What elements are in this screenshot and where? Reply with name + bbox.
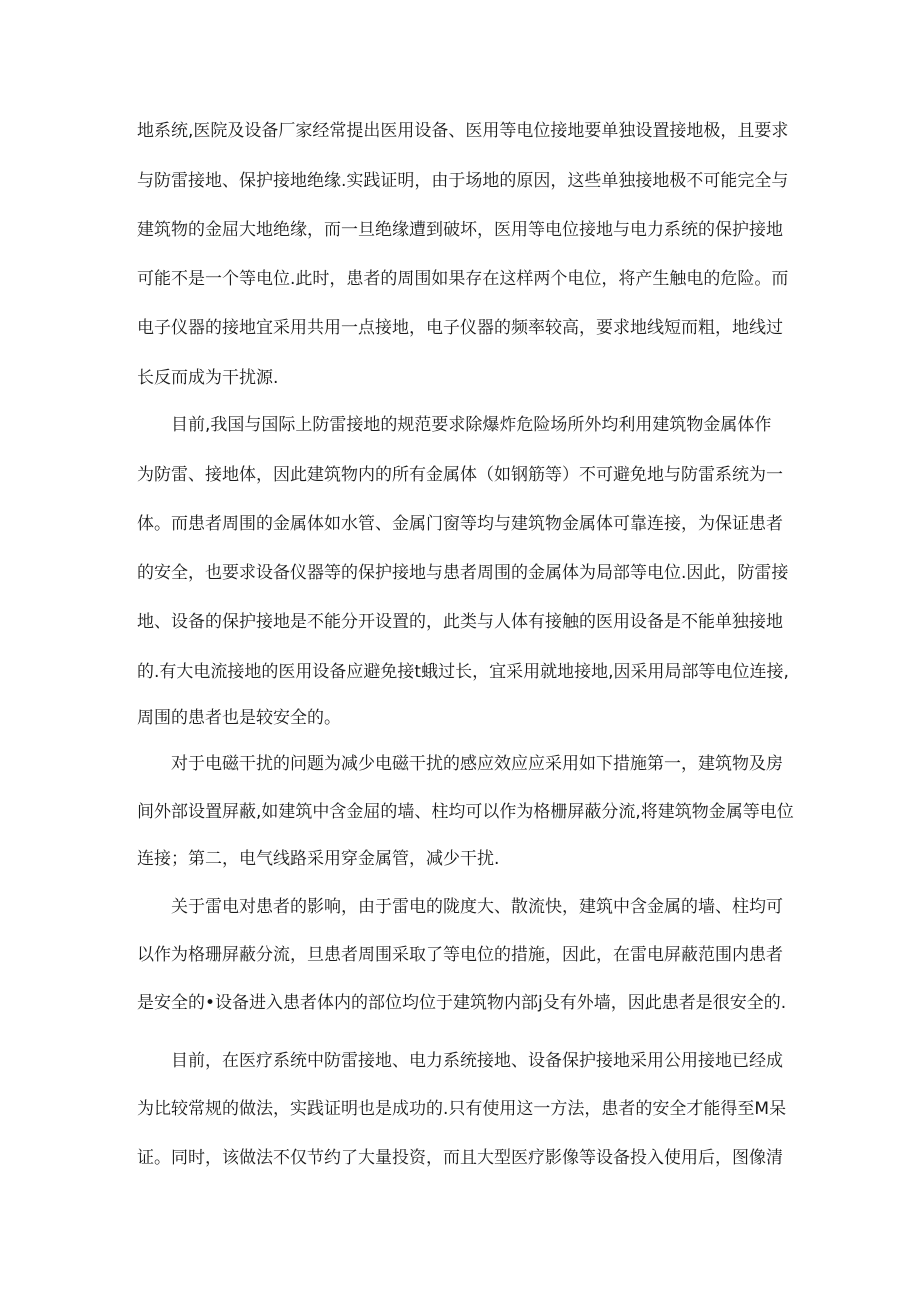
paragraph-4-line-2: 以作为格珊屏蔽分流，旦患者周围采取了等电位的措施，因此，在雷电屏蔽范围内患者	[137, 945, 783, 965]
paragraph-1-line-4: 可能不是一个等电位.此时，患者的周围如果存在这样两个电位，将产生触电的危险。而	[137, 269, 789, 289]
paragraph-2-line-1: 目前,我国与国际上防雷接地的规范要求除爆炸危险场所外均利用建筑物金属体作	[171, 415, 772, 435]
paragraph-2-line-7: 周围的患者也是较安全的。	[137, 708, 341, 728]
paragraph-1-line-3: 建筑物的金屈大地绝缘，而一旦绝缘遭到破坏，医用等电位接地与电力系统的保护接地	[137, 220, 783, 240]
paragraph-3-line-3: 连接；第二，电气线路采用穿金属管，减少干扰.	[137, 849, 500, 869]
paragraph-5-line-2: 为比较常规的做法，实践证明也是成功的.只有使用这一方法，患者的安全才能得至M呆	[137, 1099, 787, 1119]
paragraph-5-line-3: 证。同时，该做法不仅节约了大量投资，而且大型医疗影像等设备投入使用后，图像清	[137, 1148, 783, 1168]
paragraph-2-line-6: 的.有大电流接地的医用设备应避免接t蛾过长，宜采用就地接地,因采用局部等电位连接,	[137, 662, 789, 682]
paragraph-2-line-4: 的安全，也要求设备仪器等的保护接地与患者周围的金属体为局部等电位.因此，防雷接	[137, 563, 789, 583]
paragraph-1-line-5: 电子仪器的接地宜采用共用一点接地，电子仪器的频率较高，要求地线短而粗，地线过	[137, 318, 783, 338]
paragraph-2-line-5: 地、设备的保护接地是不能分开设置的，此类与人体有接触的医用设备是不能单独接地	[137, 612, 783, 632]
paragraph-1-line-1: 地系统,医院及设备厂家经常提出医用设备、医用等电位接地要单独设置接地极，且要求	[137, 121, 789, 141]
paragraph-2-line-2: 为防雷、接地体，因此建筑物内的所有金属体（如钢筋等）不可避免地与防雷系统为一	[137, 465, 783, 485]
paragraph-5-line-1: 目前，在医疗系统中防雷接地、电力系统接地、设备保护接地采用公用接地已经成	[171, 1051, 783, 1071]
paragraph-1-line-6: 长反而成为干扰源.	[137, 368, 279, 388]
paragraph-2-line-3: 体。而患者周围的金属体如水管、金属门窗等均与建筑物金属体可靠连接，为保证患者	[137, 514, 783, 534]
paragraph-3-line-2: 间外部设置屏蔽,如建筑中含金屈的墙、柱均可以作为格栅屏蔽分流,将建筑物金属等电位	[137, 802, 794, 822]
paragraph-1-line-2: 与防雷接地、保护接地绝缘.实践证明，由于场地的原因，这些单独接地极不可能完全与	[137, 171, 789, 191]
paragraph-4-line-3: 是安全的•设备进入患者体内的部位均位于建筑物内部j殳有外墙，因此患者是很安全的.	[137, 993, 787, 1013]
paragraph-3-line-1: 对于电磁干扰的问题为减少电磁干扰的感应效应应采用如下措施第一，建筑物及房	[171, 754, 783, 774]
paragraph-4-line-1: 关于雷电对患者的影响，由于雷电的陇度大、散流快，建筑中含金属的墙、柱均可	[171, 897, 783, 917]
